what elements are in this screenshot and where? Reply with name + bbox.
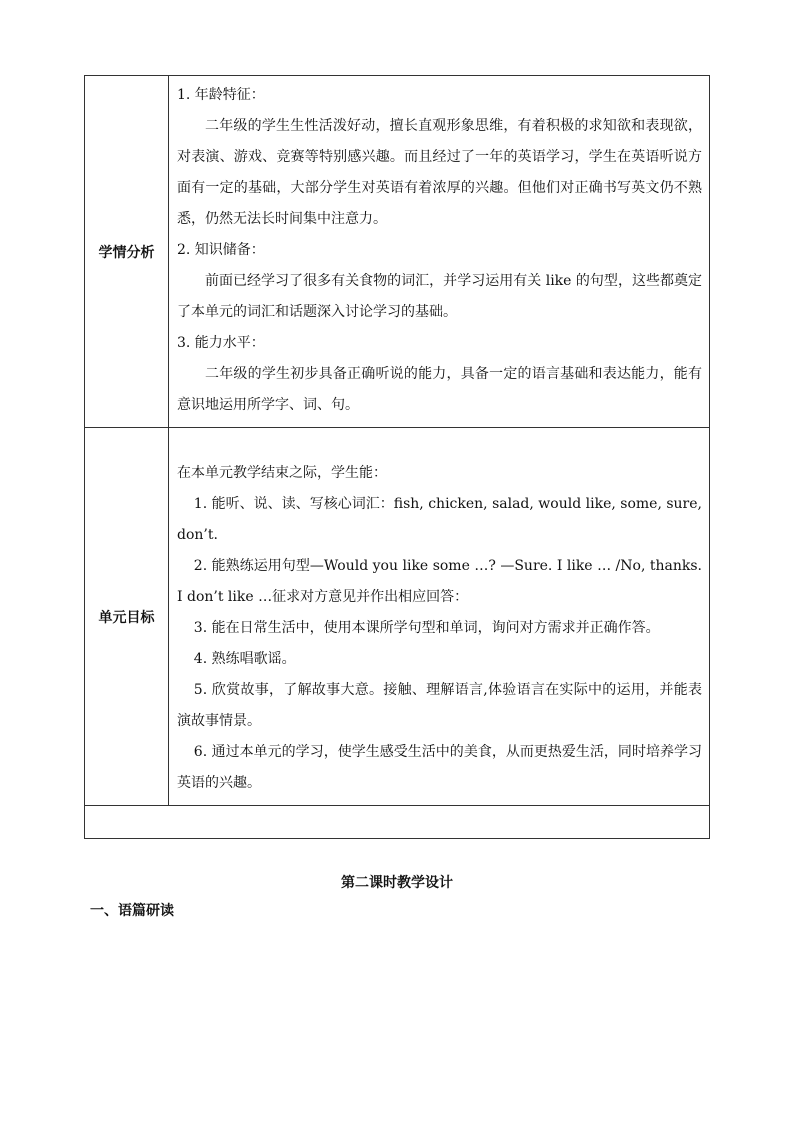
unit-goals-content: [169, 428, 710, 806]
student-analysis-label: 学情分析: [85, 76, 169, 428]
knowledge-reserve-heading: 2. 知识储备：: [177, 242, 265, 258]
section-heading: 一、语篇研读: [90, 903, 174, 919]
goal-item-6: 6. 通过本单元的学习，使学生感受生活中的美食，从而更热爱生活，同时培养学习英语的兴趣。: [177, 744, 702, 791]
knowledge-reserve-text: 前面已经学习了很多有关食物的词汇，并学习运用有关 like 的句型，这些都奠定了本单元的词汇和话题深入讨论学习的基础。: [177, 273, 702, 320]
lesson-plan-table: [84, 75, 710, 839]
student-analysis-row: [85, 76, 710, 428]
goal-item-4: 4. 熟练唱歌谣。: [193, 651, 296, 667]
empty-cell: [85, 806, 710, 839]
document-title: 第二课时教学设计: [341, 875, 453, 891]
goal-item-3: 3. 能在日常生活中，使用本课所学句型和单词，询问对方需求并正确作答。: [193, 620, 660, 636]
ability-level-text: 二年级的学生初步具备正确听说的能力，具备一定的语言基础和表达能力，能有意识地运用所学字、词、句。: [177, 366, 702, 413]
unit-goals-intro: 在本单元教学结束之际，学生能：: [177, 465, 387, 481]
age-features-text: 二年级的学生生性活泼好动，擅长直观形象思维，有着积极的求知欲和表现欲，对表演、游戏、竞赛等特别感兴趣。而且经过了一年的英语学习，学生在英语听说方面有一定的基础，大部分学生对英语有着浓厚的兴趣。但他们对正确书写英文仍不熟悉，仍然无法长时间集中注意力。: [177, 118, 702, 227]
unit-goals-label: 单元目标: [85, 428, 169, 806]
goal-item-1: 1. 能听、说、读、写核心词汇：fish, chicken, salad, would like, some, sure, don’t.: [177, 496, 702, 543]
empty-row: [85, 806, 710, 839]
student-analysis-content: [169, 76, 710, 428]
goal-item-2: 2. 能熟练运用句型—Would you like some …? —Sure. I like … /No, thanks. I don’t like …征求对方意见并作出相应回答：: [177, 558, 702, 605]
unit-goals-row: [85, 428, 710, 806]
ability-level-heading: 3. 能力水平：: [177, 335, 265, 351]
goal-item-5: 5. 欣赏故事，了解故事大意。接触、理解语言,体验语言在实际中的运用，并能表演故事情景。: [177, 682, 702, 729]
age-features-heading: 1. 年龄特征：: [177, 87, 265, 103]
